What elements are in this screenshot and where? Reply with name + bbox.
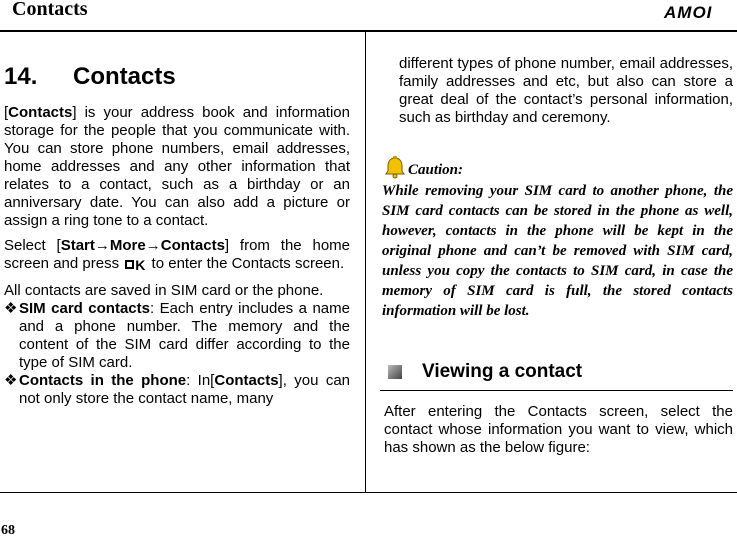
caution-heading (384, 155, 733, 179)
caution-text: While removing your SIM card to another phone, the SIM card contacts can be stored in the phone as well, however, contacts in the phone will be kept in the original phone and can’t be removed with SIM card, unless you copy the contacts to SIM card, in case the memory of SIM card is full, the stored contacts information will be lost. (382, 183, 733, 319)
intro-paragraph (4, 104, 350, 230)
section-rule (380, 390, 733, 391)
brand-logo: AMOI (664, 3, 713, 22)
bracket-open: [ (4, 104, 9, 121)
saved-paragraph: All contacts are saved in SIM card or the phone. (4, 281, 324, 299)
contacts-term: Contacts (8, 104, 73, 121)
intro-text: ] is your address book and information storage for the people that you communicate with. You can store phone numbers, email addresses, home addresses and any other information that relates to a contact, such as a birthday or an anniversary date. You can also add a picture or assign a ring tone to a contact. (4, 104, 350, 229)
chapter-number: 14. (4, 63, 38, 90)
select-mid: ] from the home screen and press (4, 237, 351, 272)
bullet-sim-contacts (4, 300, 350, 372)
continued-paragraph: different types of phone number, email addresses, family addresses and etc, but also can store a great deal of the contact’s personal information, such as birthday and ceremony. (399, 55, 733, 126)
page-number: 68 (1, 523, 15, 538)
caution-label: Caution: (408, 162, 464, 178)
ok-key-icon (125, 256, 145, 274)
section-heading-text: Viewing a contact (422, 361, 583, 382)
bell-icon (384, 155, 406, 179)
select-pre: Select [ (4, 237, 61, 254)
right-column (384, 55, 733, 457)
select-paragraph (4, 237, 350, 274)
header-title: Contacts (12, 0, 88, 20)
chapter-title-text: Contacts (73, 63, 176, 90)
phone-term2: Contacts (214, 371, 279, 389)
section-heading (388, 361, 733, 383)
section-paragraph: After entering the Contacts screen, select the contact whose information you want to view, which has shown as the below figure: (384, 403, 733, 456)
column-divider (365, 31, 366, 493)
left-column (4, 62, 350, 408)
section-square-icon (388, 365, 402, 379)
ok-key-label: K (135, 256, 146, 273)
phone-term: Contacts in the phone (19, 371, 187, 389)
phone-text: ], you can not only store the contact name, many (19, 371, 351, 407)
sim-term: SIM card contacts (19, 299, 150, 317)
header-rule (0, 30, 737, 32)
chapter-title (4, 62, 350, 92)
menu-path: Start→More→Contacts (60, 237, 225, 254)
diamond-bullet-icon: ❖ (4, 299, 18, 317)
bullet-phone-contacts (4, 372, 350, 408)
sim-text: : Each entry includes a name and a phone number. The memory and the content of the SIM card differ according to the type of SIM card. (19, 299, 350, 371)
diamond-bullet-icon: ❖ (4, 371, 18, 389)
select-post: to enter the Contacts screen. (151, 255, 345, 272)
footer-rule (0, 492, 737, 493)
phone-mid: : In[ (186, 371, 215, 389)
